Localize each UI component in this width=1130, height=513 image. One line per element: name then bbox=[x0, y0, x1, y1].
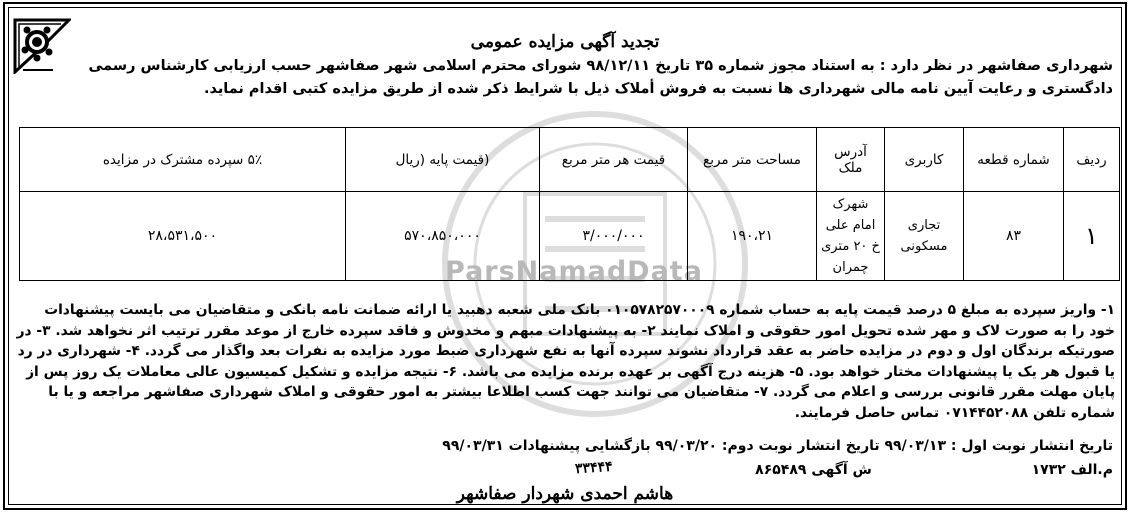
signature-line: هاشم احمدی شهردار صفاشهر bbox=[456, 484, 674, 504]
cell-deposit: ۲۸،۵۳۱،۵۰۰ bbox=[20, 192, 346, 281]
handwritten-code: ۳۳۴۴۴ bbox=[574, 458, 614, 478]
cell-price-per-meter: ۳/۰۰۰/۰۰۰ bbox=[540, 192, 688, 281]
ad-title: تجدید آگهی مزایده عمومی bbox=[470, 32, 660, 52]
header-address: آدرس ملک bbox=[817, 128, 885, 192]
header-usage: کاربری bbox=[885, 128, 964, 192]
header-base-price: (قیمت پایه (ریال bbox=[346, 128, 540, 192]
property-table bbox=[19, 127, 1120, 281]
header-deposit: ۵٪ سپرده مشترک در مزایده bbox=[20, 128, 346, 192]
header-radif: ردیف bbox=[1064, 128, 1120, 192]
table-row bbox=[20, 192, 1120, 281]
header-price-per-meter: قیمت هر متر مربع bbox=[540, 128, 688, 192]
cell-radif: ۱ bbox=[1064, 192, 1120, 281]
footer-ref-number: م.الف ۱۷۳۲ bbox=[1031, 462, 1113, 478]
cell-base-price: ۵۷۰،۸۵۰،۰۰۰ bbox=[346, 192, 540, 281]
watermark-text: ParsNamadData bbox=[445, 256, 703, 287]
intro-paragraph: شهرداری صفاشهر در نظر دارد : به استناد مجوز شماره ۳۵ تاریخ ۹۸/۱۲/۱۱ شورای محترم اسلامی شهر صفاشهر حسب ارزیابی کارشناس رسمی دادگستری و رعایت آیین نامه مالی شهرداری ها نسبت به فروش أملاک ذیل با شرایط ذکر شده از طریق مزایده کتبی اقدام نماید. bbox=[88, 58, 1113, 97]
cell-address: شهرک امام علی خ ۲۰ متری چمران bbox=[817, 192, 885, 281]
footer-ad-number: ش آگهی ۸۶۵۴۸۹ bbox=[755, 462, 872, 478]
footer-reference bbox=[353, 462, 1113, 478]
cell-lot-number: ۸۳ bbox=[964, 192, 1064, 281]
header-lot-number: شماره قطعه bbox=[964, 128, 1064, 192]
ad-frame bbox=[3, 2, 1127, 510]
table-header-row bbox=[20, 128, 1120, 192]
cell-usage: تجاری مسکونی bbox=[885, 192, 964, 281]
header-area: مساحت متر مربع bbox=[688, 128, 817, 192]
terms-paragraph: ۱- واریز سپرده به مبلغ ۵ درصد قیمت پایه به حساب شماره ۰۱۰۵۷۸۲۵۷۰۰۰۹ بانک ملی شعبه دهبید یا ارائه ضمانت نامه بانکی و متقاضیان می بایست پیشنهادات خود را به صورت لاک و مهر شده تحویل امور حقوقی و املاک نمایند ۲- به پیشنهادات مبهم و مخدوش و فاقد سپرده خارج از موعد مقرر ترتیب اثر نخواهد شد. ۳- در صورتیکه برندگان اول و دوم در مزایده حاضر به عقد قرارداد نشوند سپرده آنها به نفع شهرداری ضبط مورد مزایده به نفرات بعد واگذار می گردد. ۴- شهرداری در رد یا قبول هر یک یا پیشنهادات مختار خواهد بود. ۵- هزینه درج آگهی بر عهده برنده مزایده می باشد. ۶- نتیجه مزایده و تشکیل کمیسیون عالی معاملات یک روز پس از پایان مهلت مقرر قانونی بررسی و اعلام می گردد. ۷- متقاضیان می توانند جهت کسب اطلاعا بیشتر به امور حقوقی و املاک شهرداری صفاشهر مراجعه و یا با شماره تلفن ۰۷۱۴۴۵۲۰۸۸ تماس حاصل فرمایند. bbox=[16, 302, 1115, 421]
publication-dates: تاریخ انتشار نوبت اول : ۹۹/۰۳/۱۳ تاریخ انتشار نوبت دوم: ۹۹/۰۳/۲۰ بازگشایی پیشنهادات ۹۹/۰۳/۳۱ bbox=[442, 438, 1113, 454]
cell-area: ۱۹۰،۲۱ bbox=[688, 192, 817, 281]
